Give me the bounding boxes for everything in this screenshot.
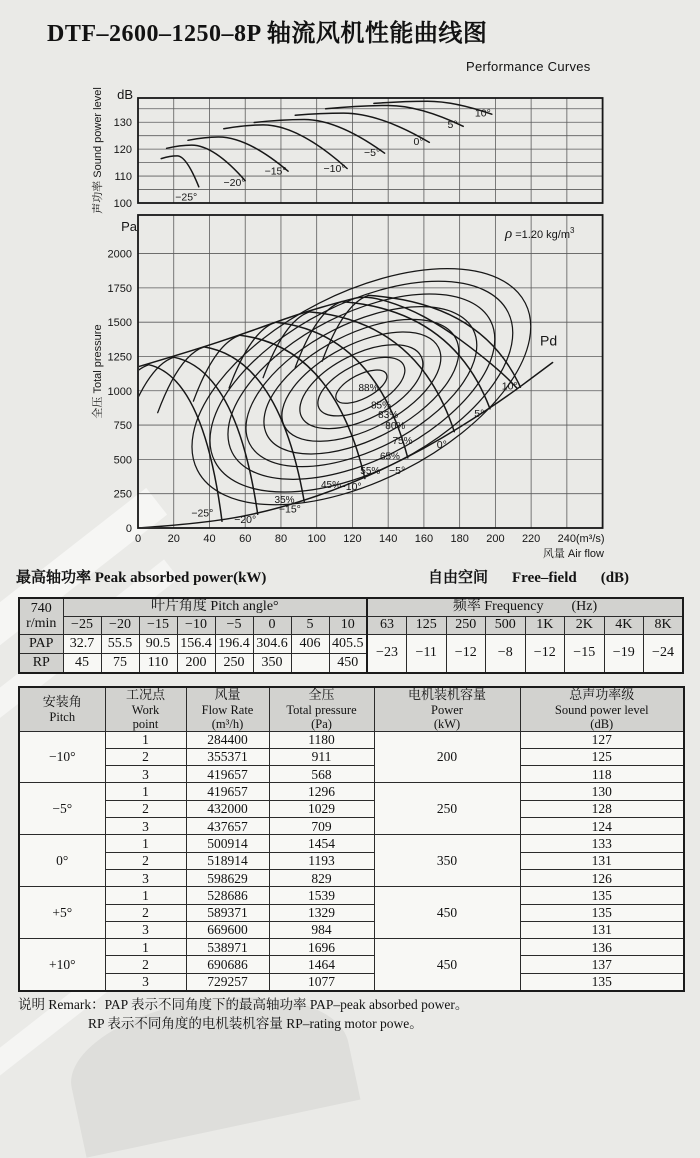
svg-text:220: 220: [521, 533, 541, 545]
power-cell: 450: [374, 939, 520, 991]
work-point-cell: 3: [105, 818, 186, 835]
rp-row-label: RP: [19, 653, 63, 673]
flow-rate-cell: 598629: [186, 869, 269, 886]
svg-text:100: 100: [307, 533, 326, 545]
pressure-cell: 1539: [269, 887, 374, 904]
svg-text:−15°: −15°: [278, 503, 301, 516]
pitch-angle-value: −15: [139, 616, 177, 634]
pitch-cell: −5°: [19, 783, 105, 835]
svg-text:240: 240: [557, 533, 577, 545]
svg-text:750: 750: [113, 420, 132, 433]
power-cell: 250: [374, 783, 520, 835]
svg-text:120: 120: [343, 533, 362, 545]
column-header: 电机装机容量 Power (kW): [374, 687, 520, 731]
rp-value: 450: [329, 653, 367, 673]
svg-text:180: 180: [450, 533, 469, 545]
flow-rate-cell: 538971: [186, 939, 269, 956]
frequency-band: 500: [486, 616, 526, 634]
flow-rate-cell: 355371: [186, 748, 269, 765]
rp-value: 250: [215, 653, 253, 673]
svg-text:80: 80: [274, 533, 288, 545]
table-row: [19, 835, 684, 852]
work-point-cell: 2: [105, 956, 186, 973]
rp-value: 350: [253, 653, 291, 673]
svg-text:2000: 2000: [107, 248, 132, 261]
remark-line1: 说明 Remark：PAP 表示不同角度下的最高轴功率 PAP–peak absorbed power。: [18, 997, 469, 1012]
svg-text:250: 250: [113, 488, 132, 501]
svg-text:200: 200: [486, 533, 505, 545]
frequency-band: 1K: [525, 616, 565, 634]
flow-rate-cell: 729257: [186, 973, 269, 990]
frequency-correction-value: −24: [644, 634, 684, 673]
table-row: [19, 766, 684, 783]
frequency-correction-value: −12: [525, 634, 565, 673]
svg-text:100: 100: [113, 198, 132, 210]
pitch-angle-value: −25: [63, 616, 101, 634]
flow-rate-cell: 518914: [186, 852, 269, 869]
frequency-correction-value: −23: [367, 634, 407, 673]
svg-text:500: 500: [113, 454, 132, 467]
work-point-cell: 2: [105, 748, 186, 765]
svg-text:0: 0: [125, 523, 132, 535]
performance-table-container: [18, 686, 685, 992]
work-point-cell: 3: [105, 921, 186, 938]
pressure-cell: 984: [269, 921, 374, 938]
table-row: [19, 818, 684, 835]
frequency-band: 8K: [644, 616, 684, 634]
peak-power-label: 最高轴功率 Peak absorbed power(kW): [16, 570, 267, 586]
svg-text:130: 130: [113, 117, 132, 130]
free-field-cn: 自由空间: [428, 570, 489, 586]
frequency-table-container: [366, 597, 684, 674]
table-row: [19, 800, 684, 817]
pap-value: 304.6: [253, 634, 291, 653]
column-header: 风量 Flow Rate (m³/h): [186, 687, 269, 731]
work-point-cell: 2: [105, 904, 186, 921]
pitch-cell: 0°: [19, 835, 105, 887]
table-row: [19, 921, 684, 938]
pap-value: 55.5: [101, 634, 139, 653]
frequency-correction-value: −15: [565, 634, 605, 673]
sound-level-cell: 118: [520, 766, 684, 783]
pap-row-label: PAP: [19, 634, 63, 653]
pressure-cell: 1077: [269, 973, 374, 990]
frequency-band: 63: [367, 616, 407, 634]
frequency-header: 频率 Frequency (Hz): [367, 598, 683, 616]
svg-text:Pd: Pd: [540, 332, 558, 349]
power-cell: 200: [374, 731, 520, 783]
svg-text:160: 160: [414, 533, 434, 545]
flow-rate-cell: 669600: [186, 921, 269, 938]
table-row: [19, 939, 684, 956]
pap-rp-table-container: [18, 597, 368, 674]
pap-value: 406: [291, 634, 329, 653]
sound-level-cell: 128: [520, 800, 684, 817]
flow-rate-cell: 690686: [186, 956, 269, 973]
pap-value: 196.4: [215, 634, 253, 653]
pressure-flow-chart: [90, 215, 605, 560]
work-point-cell: 1: [105, 887, 186, 904]
svg-text:dB: dB: [117, 87, 133, 102]
table-row: [19, 973, 684, 990]
pitch-angle-value: 10: [329, 616, 367, 634]
svg-text:10°: 10°: [501, 380, 518, 393]
column-header: 安装角 Pitch: [19, 687, 105, 731]
pitch-cell: +10°: [19, 939, 105, 991]
svg-text:−5°: −5°: [364, 146, 381, 159]
pressure-cell: 1464: [269, 956, 374, 973]
power-cell: 450: [374, 887, 520, 939]
svg-text:1000: 1000: [107, 385, 132, 398]
svg-text:−5°: −5°: [389, 465, 406, 478]
svg-text:1250: 1250: [107, 351, 132, 364]
pap-value: 156.4: [177, 634, 215, 653]
svg-text:35%: 35%: [274, 495, 295, 507]
svg-text:10°: 10°: [474, 107, 491, 120]
column-header: 全压 Total pressure (Pa): [269, 687, 374, 731]
svg-text:声功率 Sound power level: 声功率 Sound power level: [92, 87, 104, 214]
svg-text:(m³/s): (m³/s): [575, 533, 605, 545]
svg-text:−25°: −25°: [175, 191, 198, 204]
table-row: [19, 748, 684, 765]
pressure-cell: 1296: [269, 783, 374, 800]
density-note: ρ =1.20 $kg/m^3$: [505, 226, 575, 242]
work-point-cell: 1: [105, 783, 186, 800]
pressure-cell: 911: [269, 748, 374, 765]
pitch-angle-value: 5: [291, 616, 329, 634]
pitch-angle-value: 0: [253, 616, 291, 634]
svg-text:0°: 0°: [413, 136, 424, 149]
work-point-cell: 3: [105, 766, 186, 783]
svg-text:−10°: −10°: [339, 480, 362, 493]
pressure-cell: 1029: [269, 800, 374, 817]
sound-level-cell: 125: [520, 748, 684, 765]
table-row: [19, 887, 684, 904]
pap-value: 32.7: [63, 634, 101, 653]
performance-table: [18, 686, 685, 992]
pap-value: 90.5: [139, 634, 177, 653]
flow-rate-cell: 437657: [186, 818, 269, 835]
svg-text:60: 60: [239, 533, 252, 545]
table-row: [19, 852, 684, 869]
svg-text:−10°: −10°: [323, 163, 346, 176]
sound-power-chart: [90, 87, 603, 214]
frequency-band: 4K: [604, 616, 644, 634]
table-row: [19, 783, 684, 800]
svg-text:75%: 75%: [392, 436, 413, 448]
page-subtitle: Performance Curves: [466, 59, 591, 74]
svg-text:0: 0: [134, 533, 142, 545]
pressure-cell: 709: [269, 818, 374, 835]
pitch-angle-header: 叶片角度 Pitch angle°: [63, 598, 367, 616]
svg-text:80%: 80%: [385, 420, 406, 432]
svg-text:−15°: −15°: [264, 165, 287, 178]
svg-text:20: 20: [167, 533, 180, 545]
column-header: 工况点 Work point: [105, 687, 186, 731]
work-point-cell: 1: [105, 731, 186, 748]
svg-text:40: 40: [203, 533, 216, 545]
table-row: [19, 956, 684, 973]
svg-text:45%: 45%: [320, 479, 341, 491]
curve-area: [102, 220, 568, 554]
frequency-correction-value: −19: [604, 634, 644, 673]
sound-level-cell: 133: [520, 835, 684, 852]
table-row: [19, 731, 684, 748]
free-field-en: Free–field: [512, 570, 577, 586]
svg-text:1750: 1750: [107, 282, 132, 295]
svg-text:风量 Air flow: 风量 Air flow: [542, 548, 604, 560]
flow-rate-cell: 284400: [186, 731, 269, 748]
pap-rp-table: [18, 597, 368, 674]
sound-level-cell: 130: [520, 783, 684, 800]
pitch-cell: −10°: [19, 731, 105, 783]
svg-text:Pa: Pa: [121, 219, 137, 234]
svg-text:全压 Total pressure: 全压 Total pressure: [92, 324, 104, 419]
rp-value: 110: [139, 653, 177, 673]
page-title: DTF–2600–1250–8P 轴流风机性能曲线图: [47, 21, 488, 47]
flow-rate-cell: 500914: [186, 835, 269, 852]
frequency-correction-value: −11: [407, 634, 447, 673]
svg-text:5°: 5°: [474, 408, 485, 421]
svg-text:85%: 85%: [371, 400, 392, 412]
remark-line2: RP 表示不同角度的电机装机容量 RP–rating motor powe。: [88, 1016, 423, 1031]
svg-text:65%: 65%: [379, 451, 400, 463]
pitch-angle-value: −5: [215, 616, 253, 634]
free-field-label: [428, 566, 653, 587]
flow-rate-cell: 528686: [186, 887, 269, 904]
pap-value: 405.5: [329, 634, 367, 653]
rp-value: 200: [177, 653, 215, 673]
pressure-cell: 829: [269, 869, 374, 886]
table-row: [19, 904, 684, 921]
sound-level-cell: 131: [520, 852, 684, 869]
table-row: [19, 869, 684, 886]
sound-level-cell: 127: [520, 731, 684, 748]
svg-text:0°: 0°: [436, 438, 447, 451]
rp-value: 75: [101, 653, 139, 673]
flow-rate-cell: 432000: [186, 800, 269, 817]
svg-text:110: 110: [114, 171, 132, 184]
column-header: 总声功率级 Sound power level (dB): [520, 687, 684, 731]
rp-value: [291, 653, 329, 673]
pitch-angle-value: −20: [101, 616, 139, 634]
rp-value: 45: [63, 653, 101, 673]
sound-level-cell: 126: [520, 869, 684, 886]
flow-rate-cell: 419657: [186, 783, 269, 800]
power-cell: 350: [374, 835, 520, 887]
svg-text:−20°: −20°: [234, 513, 257, 526]
work-point-cell: 1: [105, 939, 186, 956]
pressure-cell: 1454: [269, 835, 374, 852]
frequency-band: 250: [446, 616, 486, 634]
svg-text:−25°: −25°: [191, 507, 214, 520]
svg-text:55%: 55%: [360, 466, 381, 478]
work-point-cell: 2: [105, 852, 186, 869]
sound-level-cell: 135: [520, 904, 684, 921]
svg-text:120: 120: [113, 144, 132, 157]
pressure-cell: 1329: [269, 904, 374, 921]
svg-text:−20°: −20°: [223, 177, 246, 190]
svg-text:88%: 88%: [358, 382, 379, 394]
svg-text:1500: 1500: [107, 317, 132, 330]
svg-text:140: 140: [378, 533, 398, 545]
frequency-band: 2K: [565, 616, 605, 634]
flow-rate-cell: 589371: [186, 904, 269, 921]
frequency-correction-value: −12: [446, 634, 486, 673]
work-point-cell: 3: [105, 869, 186, 886]
work-point-cell: 3: [105, 973, 186, 990]
pitch-cell: +5°: [19, 887, 105, 939]
work-point-cell: 1: [105, 835, 186, 852]
sound-level-cell: 137: [520, 956, 684, 973]
svg-text:83%: 83%: [378, 410, 399, 422]
svg-text:5°: 5°: [447, 119, 458, 132]
frequency-table: [366, 597, 684, 674]
frequency-band: 125: [407, 616, 447, 634]
pressure-cell: 1696: [269, 939, 374, 956]
frequency-correction-value: −8: [486, 634, 526, 673]
pressure-cell: 1193: [269, 852, 374, 869]
flow-rate-cell: 419657: [186, 766, 269, 783]
speed-cell: 740 r/min: [19, 598, 63, 634]
pressure-cell: 568: [269, 766, 374, 783]
sound-level-cell: 136: [520, 939, 684, 956]
work-point-cell: 2: [105, 800, 186, 817]
pitch-angle-value: −10: [177, 616, 215, 634]
pressure-cell: 1180: [269, 731, 374, 748]
sound-level-cell: 135: [520, 887, 684, 904]
sound-level-cell: 131: [520, 921, 684, 938]
sound-level-cell: 124: [520, 818, 684, 835]
remark: [18, 995, 468, 1033]
sound-level-cell: 135: [520, 973, 684, 990]
free-field-unit: (dB): [600, 570, 630, 586]
